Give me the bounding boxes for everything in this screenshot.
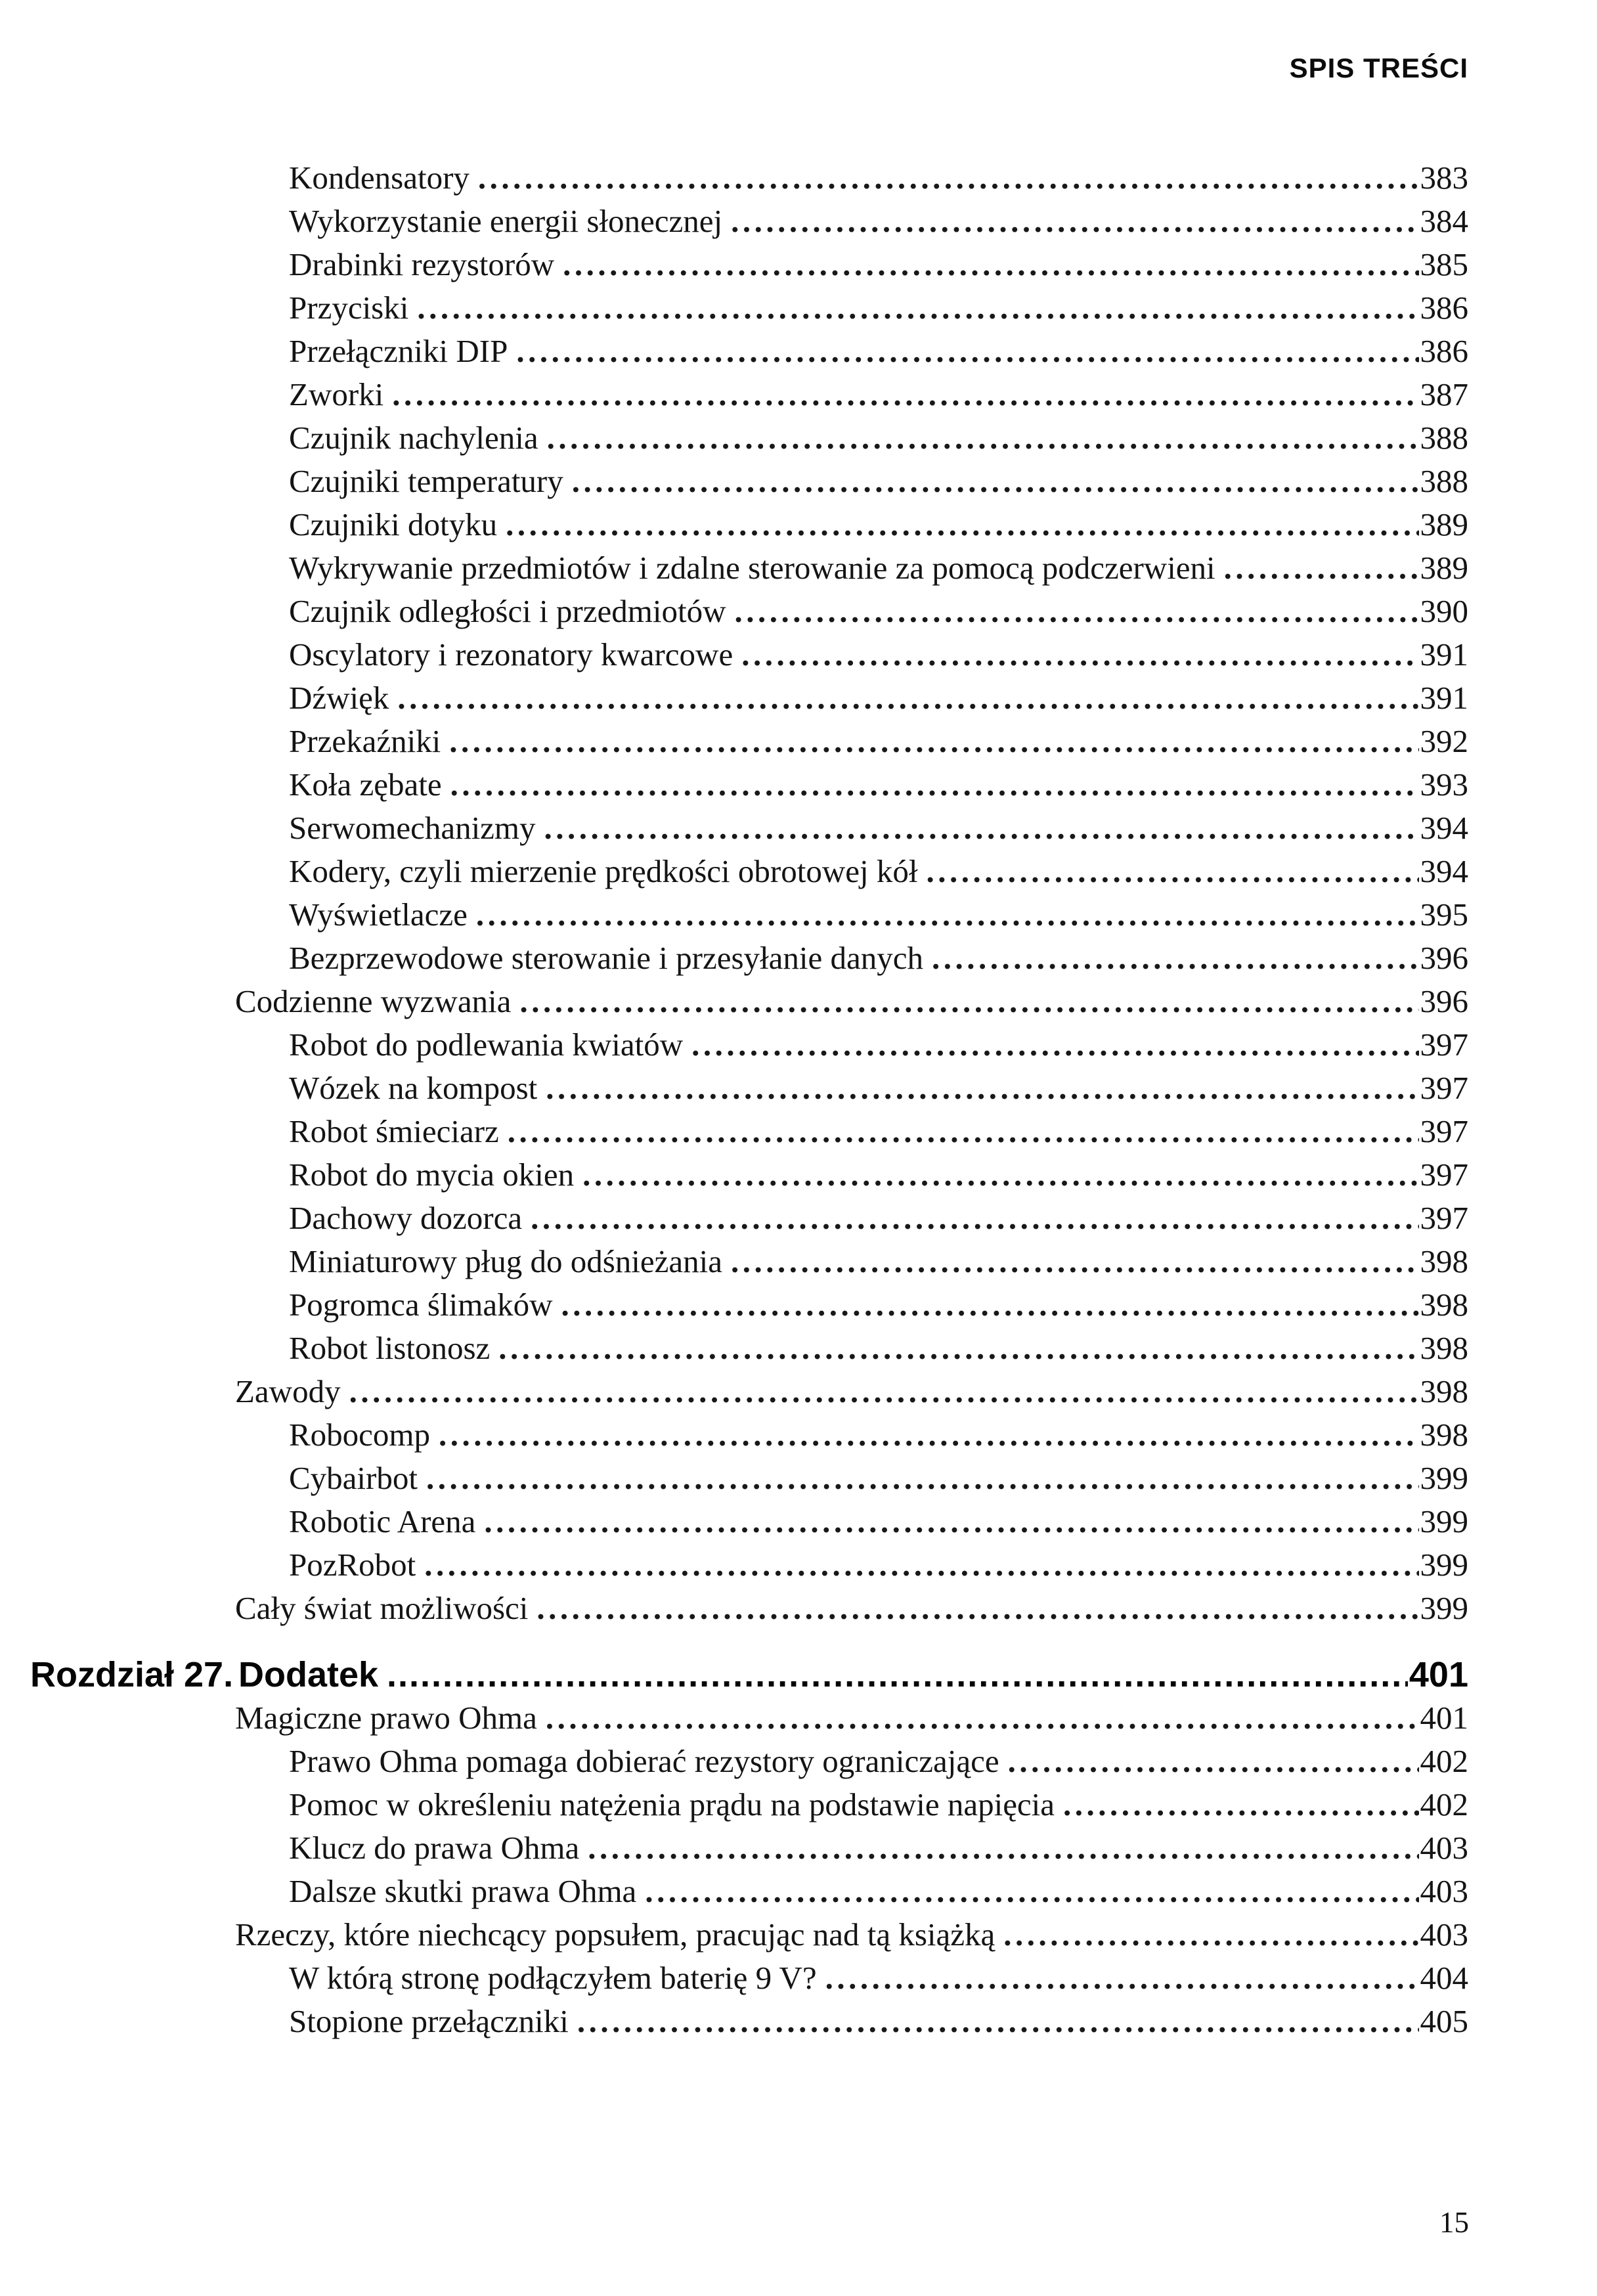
toc-entry — [30, 1913, 1468, 1956]
toc-entry-label: Wózek na kompost — [289, 1070, 538, 1106]
toc-entry-label: Prawo Ohma pomaga dobierać rezystory ograniczające — [289, 1743, 999, 1779]
dots-leader — [516, 330, 1418, 373]
toc-chapter-prefix: Rozdział 27. — [30, 1655, 234, 1694]
toc-entry-label: Cybairbot — [289, 1460, 418, 1496]
toc-entry-page: 399 — [1420, 1503, 1468, 1539]
toc-entry — [30, 330, 1468, 373]
toc-entry — [30, 156, 1468, 200]
page-number: 15 — [1439, 2206, 1469, 2239]
dots-leader — [731, 200, 1418, 243]
dots-leader — [691, 1023, 1418, 1067]
toc-entry-label: Czujnik nachylenia — [289, 420, 538, 456]
dots-leader — [582, 1153, 1418, 1197]
dots-leader — [519, 980, 1418, 1023]
dots-leader — [825, 1956, 1419, 2000]
toc-entry-label: Zworki — [289, 376, 384, 412]
toc-entry-label: Cały świat możliwości — [235, 1590, 529, 1626]
dots-leader — [506, 503, 1418, 546]
toc-entry — [30, 850, 1468, 893]
toc-entry — [30, 286, 1468, 330]
toc-entry-label: Bezprzewodowe sterowanie i przesyłanie danych — [289, 940, 923, 976]
toc-entry-page: 394 — [1420, 853, 1468, 889]
toc-entry-page: 398 — [1420, 1330, 1468, 1366]
toc-entry-label: Oscylatory i rezonatory kwarcowe — [289, 636, 733, 673]
dots-leader — [449, 720, 1418, 763]
dots-leader — [588, 1826, 1418, 1870]
toc-entry — [30, 980, 1468, 1023]
toc-entry-label: Przełączniki DIP — [289, 333, 508, 369]
dots-leader — [531, 1197, 1418, 1240]
dots-leader — [546, 1067, 1418, 1110]
toc-entry-label: Klucz do prawa Ohma — [289, 1830, 580, 1866]
toc-entry — [30, 460, 1468, 503]
toc-entry — [30, 1870, 1468, 1913]
dots-leader — [926, 850, 1418, 893]
toc-entry-page: 388 — [1420, 463, 1468, 499]
toc-entry — [30, 1500, 1468, 1543]
dots-leader — [1008, 1740, 1419, 1783]
toc-entry — [30, 243, 1468, 286]
toc-entry — [30, 1587, 1468, 1630]
toc-entry — [30, 200, 1468, 243]
toc-entry-label: Miniaturowy pług do odśnieżania — [289, 1243, 723, 1279]
toc-entry-label: Magiczne prawo Ohma — [235, 1700, 537, 1736]
toc-entry-label: Pogromca ślimaków — [289, 1287, 553, 1323]
dots-leader — [561, 1283, 1418, 1327]
toc-entry-label: Kodery, czyli mierzenie prędkości obrotowej kół — [289, 853, 918, 889]
toc-entry-page: 402 — [1420, 1743, 1468, 1779]
toc-entry-label: Czujniki dotyku — [289, 506, 498, 542]
toc-entry-page: 387 — [1420, 376, 1468, 412]
toc-entry-page: 404 — [1420, 1960, 1468, 1996]
toc-entry — [30, 590, 1468, 633]
toc-entry-label: Pomoc w określeniu natężenia prądu na podstawie napięcia — [289, 1786, 1055, 1822]
toc-chapter-title: Dodatek — [238, 1655, 379, 1694]
toc-entry — [30, 1110, 1468, 1153]
toc-entry — [30, 1197, 1468, 1240]
toc-list — [30, 156, 1468, 2043]
toc-entry-page: 386 — [1420, 333, 1468, 369]
toc-entry-page: 405 — [1420, 2003, 1468, 2039]
toc-entry-page: 397 — [1420, 1200, 1468, 1236]
dots-leader — [397, 676, 1418, 720]
dots-leader — [349, 1370, 1419, 1413]
toc-entry-page: 396 — [1420, 940, 1468, 976]
dots-leader — [1063, 1783, 1418, 1826]
toc-entry — [30, 1826, 1468, 1870]
toc-entry-label: Stopione przełączniki — [289, 2003, 569, 2039]
dots-leader — [932, 937, 1419, 980]
dots-leader — [426, 1457, 1419, 1500]
dots-leader — [387, 1653, 1408, 1696]
toc-entry — [30, 676, 1468, 720]
dots-leader — [547, 416, 1419, 460]
dots-leader — [392, 373, 1418, 416]
toc-entry — [30, 1240, 1468, 1283]
toc-entry-label: Robot do mycia okien — [289, 1157, 575, 1193]
toc-entry-page: 397 — [1420, 1157, 1468, 1193]
toc-entry — [30, 373, 1468, 416]
dots-leader — [417, 286, 1418, 330]
toc-entry-page: 397 — [1420, 1027, 1468, 1063]
toc-entry — [30, 1783, 1468, 1826]
dots-leader — [439, 1413, 1418, 1457]
toc-entry — [30, 806, 1468, 850]
toc-entry — [30, 1327, 1468, 1370]
toc-entry — [30, 1413, 1468, 1457]
toc-entry-page: 399 — [1420, 1590, 1468, 1626]
toc-entry — [30, 1153, 1468, 1197]
toc-entry-page: 386 — [1420, 290, 1468, 326]
toc-entry-label: Robot śmieciarz — [289, 1113, 499, 1149]
toc-entry-label: Wyświetlacze — [289, 896, 468, 933]
toc-entry-label: W którą stronę podłączyłem baterię 9 V? — [289, 1960, 817, 1996]
toc-entry-page: 397 — [1420, 1070, 1468, 1106]
toc-entry-label: Czujnik odległości i przedmiotów — [289, 593, 726, 629]
toc-entry-page: 398 — [1420, 1417, 1468, 1453]
toc-entry-page: 399 — [1420, 1547, 1468, 1583]
dots-leader — [731, 1240, 1418, 1283]
toc-entry-label: Serwomechanizmy — [289, 810, 536, 846]
toc-entry — [30, 2000, 1468, 2043]
dots-leader — [741, 633, 1418, 676]
toc-entry-page: 403 — [1420, 1873, 1468, 1909]
toc-entry-label: Koła zębate — [289, 766, 442, 803]
toc-entry-label: Zawody — [235, 1373, 341, 1409]
toc-entry — [30, 503, 1468, 546]
dots-leader — [577, 2000, 1419, 2043]
dots-leader — [498, 1327, 1418, 1370]
toc-entry-page: 398 — [1420, 1287, 1468, 1323]
toc-entry-label: Czujniki temperatury — [289, 463, 563, 499]
dots-leader — [572, 460, 1419, 503]
toc-entry-page: 401 — [1420, 1700, 1468, 1736]
toc-entry-label: PozRobot — [289, 1547, 416, 1583]
dots-leader — [546, 1696, 1419, 1740]
dots-leader — [645, 1870, 1418, 1913]
dots-leader — [563, 243, 1418, 286]
toc-entry — [30, 633, 1468, 676]
toc-entry-page: 396 — [1420, 983, 1468, 1019]
dots-leader — [508, 1110, 1419, 1153]
toc-entry-label: Dachowy dozorca — [289, 1200, 523, 1236]
dots-leader — [536, 1587, 1418, 1630]
toc-entry-label: Robotic Arena — [289, 1503, 476, 1539]
toc-entry-page: 391 — [1420, 680, 1468, 716]
toc-entry-page: 384 — [1420, 203, 1468, 239]
toc-entry — [30, 1023, 1468, 1067]
toc-entry — [30, 763, 1468, 806]
toc-entry-label: Kondensatory — [289, 160, 470, 196]
toc-entry-page: 395 — [1420, 896, 1468, 933]
toc-entry-page: 394 — [1420, 810, 1468, 846]
toc-entry-page: 401 — [1409, 1655, 1468, 1694]
toc-entry-page: 398 — [1420, 1373, 1468, 1409]
dots-leader — [484, 1500, 1418, 1543]
dots-leader — [424, 1543, 1418, 1587]
toc-chapter-row — [30, 1653, 1468, 1696]
dots-leader — [478, 156, 1419, 200]
toc-entry — [30, 1457, 1468, 1500]
toc-entry-page: 385 — [1420, 246, 1468, 282]
toc-entry-page: 391 — [1420, 636, 1468, 673]
toc-entry — [30, 1696, 1468, 1740]
toc-entry-label: Robot do podlewania kwiatów — [289, 1027, 684, 1063]
toc-entry-page: 389 — [1420, 506, 1468, 542]
toc-entry-label: Robot listonosz — [289, 1330, 491, 1366]
toc-entry-page: 392 — [1420, 723, 1468, 759]
toc-entry-page: 383 — [1420, 160, 1468, 196]
toc-entry-page: 399 — [1420, 1460, 1468, 1496]
toc-entry-label: Dalsze skutki prawa Ohma — [289, 1873, 637, 1909]
dots-leader — [734, 590, 1418, 633]
toc-entry-page: 390 — [1420, 593, 1468, 629]
toc-entry-label: Wykrywanie przedmiotów i zdalne sterowanie za pomocą podczerwieni — [289, 550, 1215, 586]
dots-leader — [450, 763, 1419, 806]
toc-entry-label: Przyciski — [289, 290, 409, 326]
toc-entry-page: 389 — [1420, 550, 1468, 586]
toc-entry-label: Rzeczy, które niechcący popsułem, pracując nad tą książką — [235, 1916, 995, 1953]
page-header-title: SPIS TREŚCI — [1289, 53, 1468, 83]
toc-entry — [30, 1067, 1468, 1110]
toc-entry-label: Drabinki rezystorów — [289, 246, 555, 282]
toc-entry — [30, 546, 1468, 590]
toc-entry — [30, 1283, 1468, 1327]
toc-entry — [30, 1543, 1468, 1587]
dots-leader — [544, 806, 1419, 850]
toc-entry — [30, 416, 1468, 460]
toc-entry — [30, 1740, 1468, 1783]
dots-leader — [1224, 546, 1419, 590]
toc-entry-page: 403 — [1420, 1830, 1468, 1866]
toc-entry-page: 403 — [1420, 1916, 1468, 1953]
toc-entry-label: Dźwięk — [289, 680, 389, 716]
dots-leader — [1003, 1913, 1418, 1956]
toc-entry — [30, 720, 1468, 763]
toc-entry-page: 397 — [1420, 1113, 1468, 1149]
toc-entry-page: 393 — [1420, 766, 1468, 803]
toc-entry-label: Przekaźniki — [289, 723, 441, 759]
toc-entry-label: Codzienne wyzwania — [235, 983, 512, 1019]
toc-entry — [30, 937, 1468, 980]
toc-entry — [30, 893, 1468, 937]
toc-entry-label: Wykorzystanie energii słonecznej — [289, 203, 723, 239]
toc-entry — [30, 1956, 1468, 2000]
dots-leader — [476, 893, 1419, 937]
toc-entry-page: 398 — [1420, 1243, 1468, 1279]
toc-entry-page: 388 — [1420, 420, 1468, 456]
toc-entry — [30, 1370, 1468, 1413]
toc-entry-page: 402 — [1420, 1786, 1468, 1822]
toc-entry-label: Robocomp — [289, 1417, 431, 1453]
